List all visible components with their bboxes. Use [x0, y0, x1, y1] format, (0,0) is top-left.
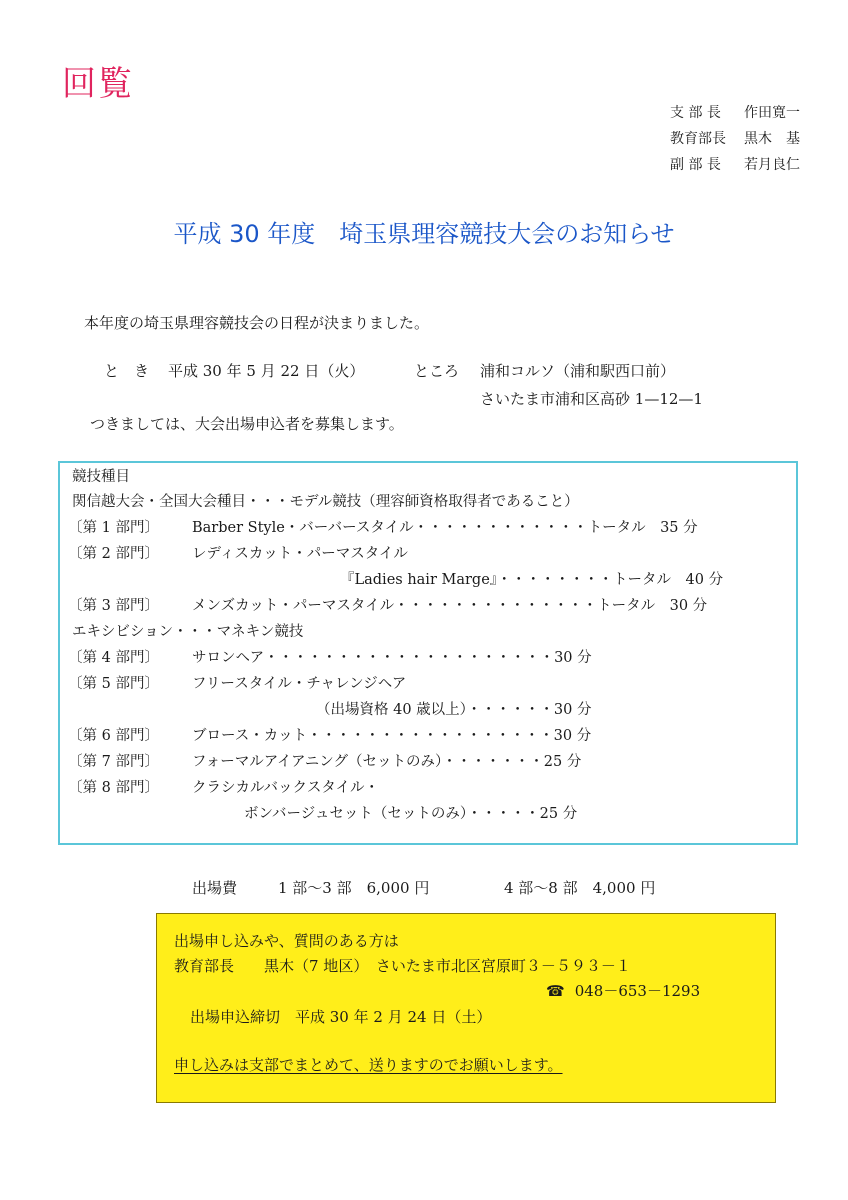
- circulation-stamp: 回覧: [62, 64, 134, 104]
- division-label: 〔第 3 部門〕: [68, 598, 159, 614]
- division-1-text: Barber Style・バーバースタイル・・・・・・・・・・・・トータル 35 分: [192, 520, 698, 536]
- division-2-text: レディスカット・パーマスタイル: [192, 546, 408, 562]
- division-label: 〔第 5 部門〕: [68, 676, 159, 692]
- signatory-row: [670, 100, 800, 126]
- phone-icon: ☎: [546, 982, 565, 1000]
- division-8-subtext: ボンバージュセット（セットのみ）・・・・・25 分: [244, 806, 578, 822]
- contact-line-2: 教育部長 黒木（7 地区） さいたま市北区宮原町３－５９３－１: [174, 957, 631, 975]
- signatory-role: 支 部 長: [670, 105, 721, 121]
- division-3-text: メンズカット・パーマスタイル・・・・・・・・・・・・・・トータル 30 分: [192, 598, 708, 614]
- division-label: 〔第 6 部門〕: [68, 728, 159, 744]
- division-4-text: サロンヘア・・・・・・・・・・・・・・・・・・・・30 分: [192, 650, 592, 666]
- division-7-text: フォーマルアイアニング（セットのみ）・・・・・・・25 分: [192, 754, 582, 770]
- where-address: さいたま市浦和区高砂 1—12—1: [480, 390, 703, 408]
- fee-group-2: 4 部～8 部 4,000 円: [504, 879, 656, 897]
- intro-text: 本年度の埼玉県理容競技会の日程が決まりました。: [84, 314, 430, 332]
- signatory-row: [670, 152, 800, 178]
- events-heading: 競技種目: [72, 469, 130, 485]
- contact-phone-row: [546, 980, 700, 1001]
- division-label: 〔第 7 部門〕: [68, 754, 159, 770]
- document-title: 平成 30 年度 埼玉県理容競技大会のお知らせ: [173, 220, 675, 248]
- signatory-role: 教育部長: [670, 131, 726, 147]
- event-category-model: 関信越大会・全国大会種目・・・モデル競技（理容師資格取得者であること）: [72, 494, 579, 510]
- when-label: と き: [104, 362, 150, 380]
- division-2-subtext: 『Ladies hair Marge』・・・・・・・・トータル 40 分: [340, 572, 724, 588]
- where-value: 浦和コルソ（浦和駅西口前）: [480, 362, 676, 380]
- event-category-exhibition: エキシビション・・・マネキン競技: [72, 624, 304, 640]
- division-label: 〔第 1 部門〕: [68, 520, 159, 536]
- signatory-row: [670, 126, 800, 152]
- division-5-text: フリースタイル・チャレンジヘア: [192, 676, 407, 692]
- when-value: 平成 30 年 5 月 22 日（火）: [168, 362, 365, 380]
- where-label: ところ: [414, 362, 460, 380]
- division-label: 〔第 2 部門〕: [68, 546, 159, 562]
- division-5-subtext: （出場資格 40 歳以上）・・・・・・30 分: [316, 702, 592, 718]
- fee-group-1: 1 部～3 部 6,000 円: [278, 879, 430, 897]
- contact-line-1: 出場申し込みや、質問のある方は: [174, 932, 399, 950]
- division-label: 〔第 8 部門〕: [68, 780, 159, 796]
- contact-phone: 048－653－1293: [574, 982, 701, 1000]
- signatory-role: 副 部 長: [670, 157, 721, 173]
- contact-deadline: 出場申込締切 平成 30 年 2 月 24 日（土）: [190, 1008, 492, 1026]
- recruit-text: つきましては、大会出場申込者を募集します。: [90, 415, 404, 433]
- signatory-name: 黒木 基: [744, 131, 800, 147]
- signatory-name: 作田寛一: [744, 105, 800, 121]
- contact-note: 申し込みは支部でまとめて、送りますのでお願いします。: [174, 1056, 563, 1074]
- division-6-text: ブロース・カット・・・・・・・・・・・・・・・・・30 分: [192, 728, 592, 744]
- division-label: 〔第 4 部門〕: [68, 650, 159, 666]
- division-8-text: クラシカルバックスタイル・: [192, 780, 380, 796]
- fee-label: 出場費: [192, 879, 238, 897]
- signatory-name: 若月良仁: [744, 157, 800, 173]
- signatory-list: [670, 100, 800, 178]
